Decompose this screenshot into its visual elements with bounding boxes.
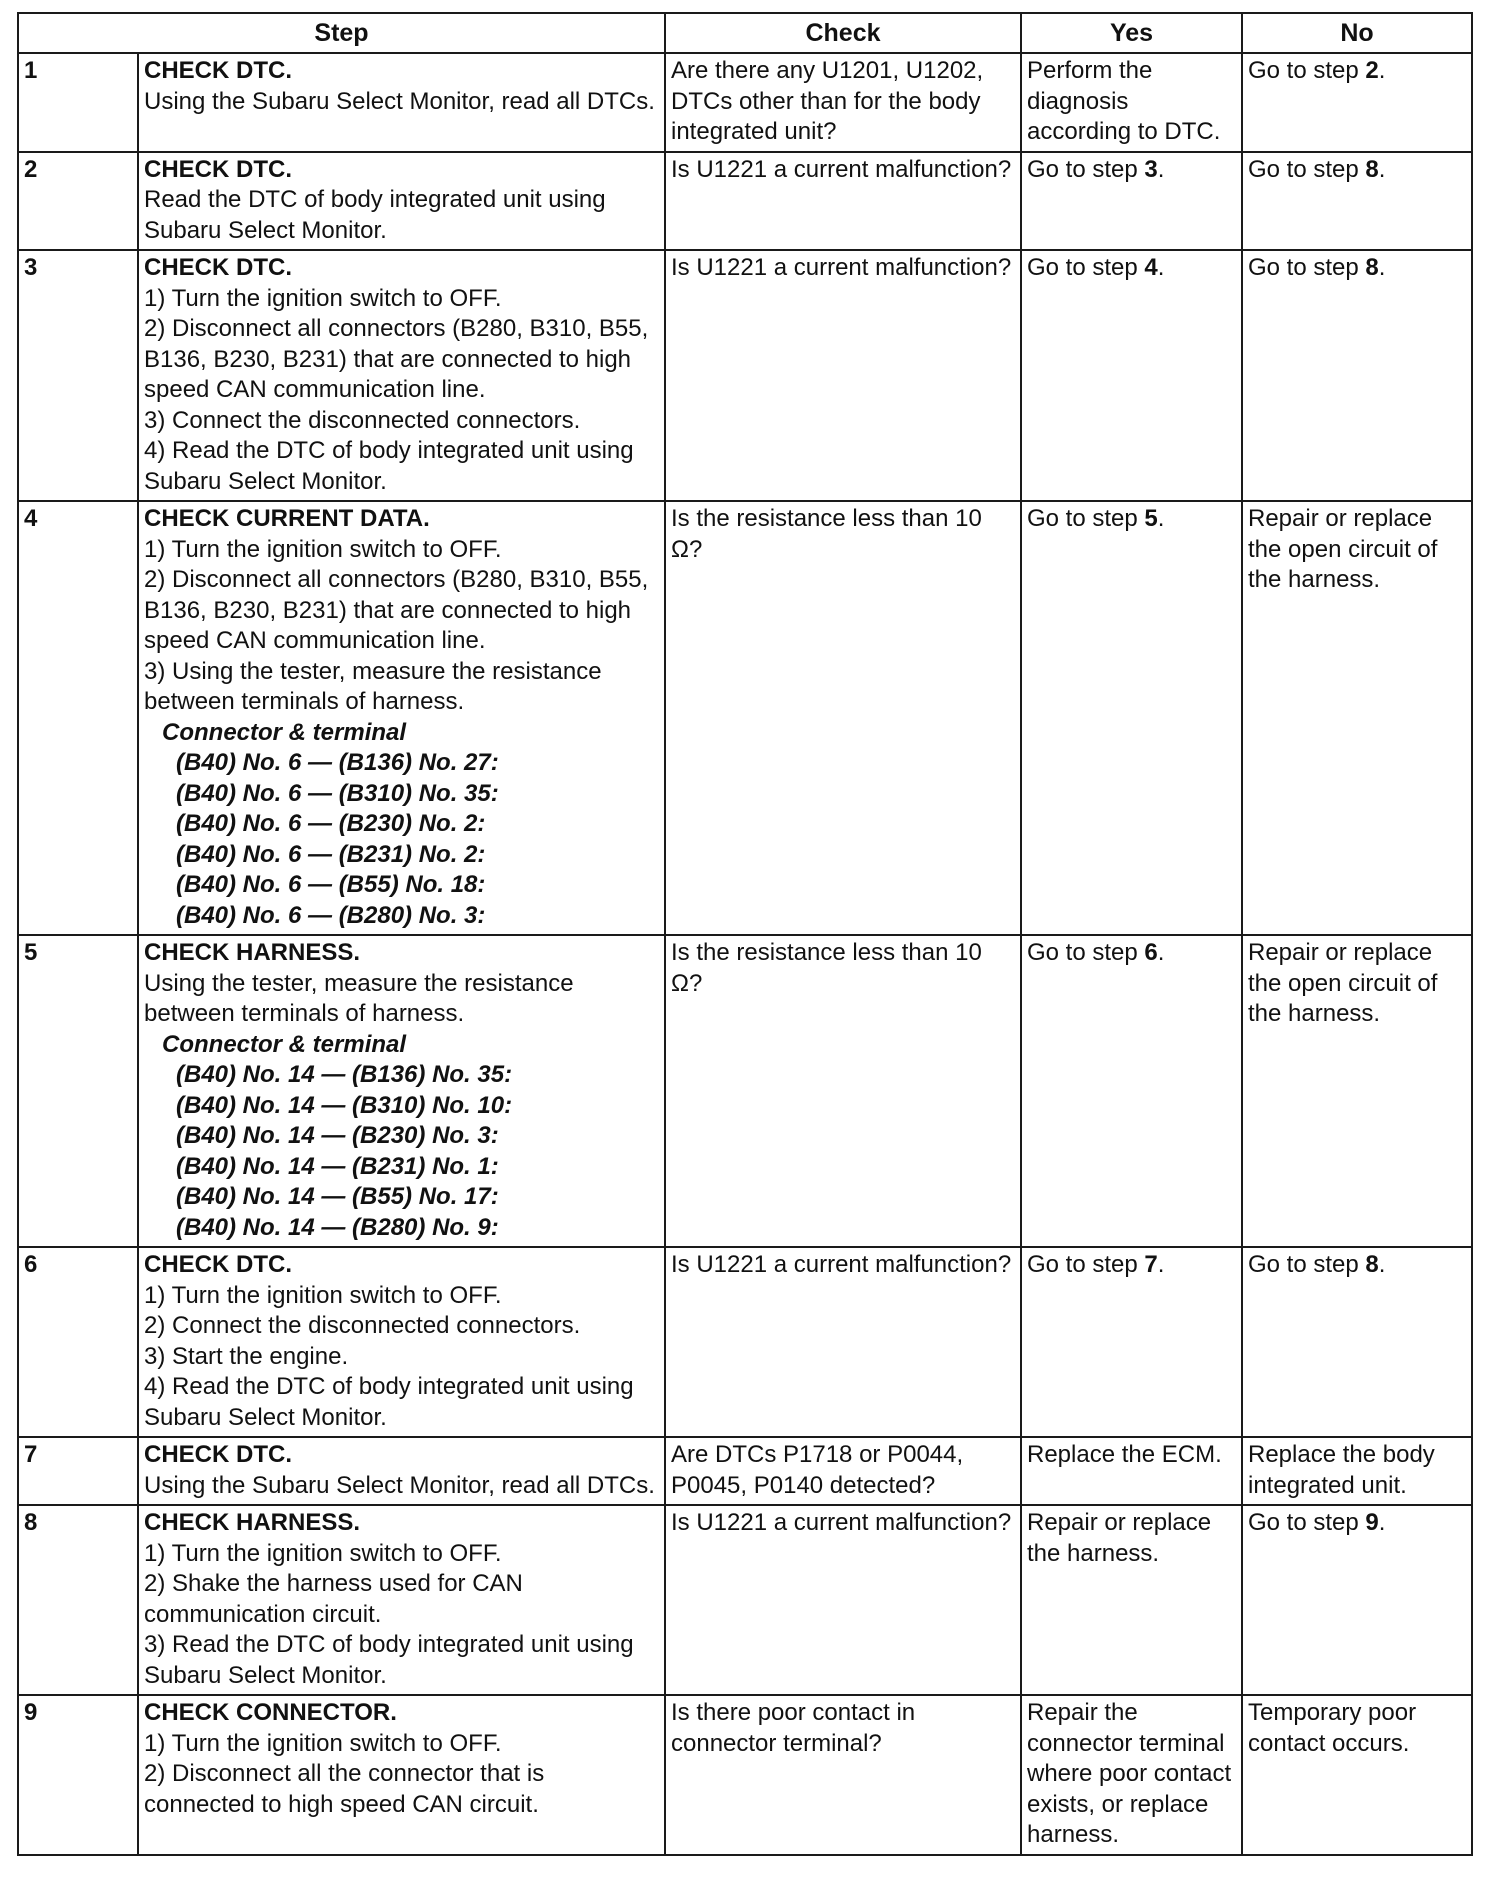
yes-step-suffix: . bbox=[1157, 1251, 1165, 1278]
step-number: 7 bbox=[18, 1437, 138, 1505]
no-result bbox=[1242, 1437, 1472, 1505]
step-title: CHECK CONNECTOR. bbox=[144, 1699, 397, 1726]
connector-terminal-item: (B40) No. 14 — (B310) No. 10: bbox=[176, 1091, 513, 1119]
step-number: 2 bbox=[18, 152, 138, 251]
step-description bbox=[138, 935, 665, 1247]
yes-result-text: Repair the connector terminal where poor contact exists, or replace harness. bbox=[1027, 1699, 1232, 1848]
yes-step-reference: 4 bbox=[1144, 254, 1158, 281]
no-result-text: Go to step bbox=[1248, 155, 1366, 183]
step-number: 3 bbox=[18, 250, 138, 501]
header-no: No bbox=[1242, 13, 1472, 53]
table-row bbox=[18, 53, 1472, 152]
step-instruction: 1) Turn the ignition switch to OFF. bbox=[144, 535, 502, 563]
yes-step-suffix: . bbox=[1157, 939, 1165, 966]
no-result bbox=[1242, 1247, 1472, 1437]
no-result bbox=[1242, 1695, 1472, 1855]
step-title: CHECK DTC. bbox=[144, 1251, 292, 1278]
no-result bbox=[1242, 1505, 1472, 1695]
no-result bbox=[1242, 152, 1472, 251]
yes-result bbox=[1021, 53, 1242, 152]
no-result bbox=[1242, 250, 1472, 501]
step-instruction: 2) Disconnect all the connector that is connected to high speed CAN circuit. bbox=[144, 1760, 545, 1818]
step-title: CHECK DTC. bbox=[144, 1441, 292, 1468]
step-instruction: Read the DTC of body integrated unit using Subaru Select Monitor. bbox=[144, 186, 606, 244]
yes-result bbox=[1021, 1695, 1242, 1855]
check-question: Is U1221 a current malfunction? bbox=[665, 152, 1021, 251]
step-instruction: 2) Disconnect all connectors (B280, B310, B55, B136, B230, B231) that are connected to high speed CAN communication line. bbox=[144, 315, 649, 403]
table-row bbox=[18, 1437, 1472, 1505]
step-instruction: 2) Connect the disconnected connectors. bbox=[144, 1312, 581, 1339]
yes-step-reference: 7 bbox=[1144, 1251, 1158, 1278]
step-instruction: 1) Turn the ignition switch to OFF. bbox=[144, 1281, 502, 1309]
step-instruction: 2) Shake the harness used for CAN communication circuit. bbox=[144, 1570, 523, 1628]
connector-terminal-item: (B40) No. 14 — (B136) No. 35: bbox=[176, 1061, 513, 1088]
no-step-suffix: . bbox=[1378, 1251, 1386, 1278]
connector-terminal-item: (B40) No. 6 — (B310) No. 35: bbox=[176, 779, 499, 807]
yes-result bbox=[1021, 152, 1242, 251]
step-instruction: 4) Read the DTC of body integrated unit using Subaru Select Monitor. bbox=[144, 437, 634, 495]
no-result bbox=[1242, 935, 1472, 1247]
step-description bbox=[138, 501, 665, 935]
yes-step-reference: 5 bbox=[1144, 505, 1158, 532]
step-instruction: 2) Disconnect all connectors (B280, B310, B55, B136, B230, B231) that are connected to high speed CAN communication line. bbox=[144, 566, 649, 654]
yes-result-text: Go to step bbox=[1027, 254, 1145, 281]
step-instruction: 1) Turn the ignition switch to OFF. bbox=[144, 284, 502, 312]
step-number: 6 bbox=[18, 1247, 138, 1437]
connector-terminal-item: (B40) No. 6 — (B231) No. 2: bbox=[176, 840, 486, 868]
no-result-text: Temporary poor contact occurs. bbox=[1248, 1699, 1417, 1757]
step-title: CHECK CURRENT DATA. bbox=[144, 505, 430, 532]
step-description bbox=[138, 1247, 665, 1437]
no-result bbox=[1242, 501, 1472, 935]
step-instruction: Using the tester, measure the resistance between terminals of harness. bbox=[144, 969, 574, 1027]
no-step-reference: 9 bbox=[1365, 1509, 1379, 1536]
yes-step-reference: 6 bbox=[1144, 939, 1158, 966]
table-row bbox=[18, 501, 1472, 935]
yes-result-text: Go to step bbox=[1027, 939, 1145, 966]
no-result-text: Go to step bbox=[1248, 57, 1366, 84]
step-number: 4 bbox=[18, 501, 138, 935]
check-question: Is the resistance less than 10 Ω? bbox=[665, 935, 1021, 1247]
step-description bbox=[138, 250, 665, 501]
yes-result-text: Replace the ECM. bbox=[1027, 1441, 1222, 1468]
check-question: Are DTCs P1718 or P0044, P0045, P0140 detected? bbox=[665, 1437, 1021, 1505]
no-step-reference: 8 bbox=[1365, 155, 1379, 183]
step-title: CHECK DTC. bbox=[144, 57, 292, 84]
no-result-text: Repair or replace the open circuit of the harness. bbox=[1248, 505, 1438, 593]
connector-terminal-item: (B40) No. 14 — (B280) No. 9: bbox=[176, 1213, 499, 1241]
step-instruction: 4) Read the DTC of body integrated unit using Subaru Select Monitor. bbox=[144, 1373, 634, 1431]
yes-step-reference: 3 bbox=[1144, 155, 1158, 183]
header-step: Step bbox=[18, 13, 665, 53]
step-description bbox=[138, 1695, 665, 1855]
yes-step-suffix: . bbox=[1157, 254, 1165, 281]
step-instruction: 3) Connect the disconnected connectors. bbox=[144, 406, 581, 434]
yes-result bbox=[1021, 501, 1242, 935]
step-instruction: 3) Using the tester, measure the resistance between terminals of harness. bbox=[144, 657, 602, 715]
connector-terminal-heading: Connector & terminal bbox=[162, 718, 407, 746]
connector-terminal-heading: Connector & terminal bbox=[162, 1030, 407, 1058]
yes-step-suffix: . bbox=[1157, 155, 1165, 183]
step-description bbox=[138, 53, 665, 152]
yes-result-text: Perform the diagnosis according to DTC. bbox=[1027, 57, 1221, 145]
diagnosis-table bbox=[17, 12, 1473, 1856]
yes-step-suffix: . bbox=[1157, 505, 1165, 532]
step-number: 5 bbox=[18, 935, 138, 1247]
yes-result-text: Go to step bbox=[1027, 505, 1145, 532]
yes-result bbox=[1021, 1437, 1242, 1505]
table-row bbox=[18, 1247, 1472, 1437]
check-question: Is there poor contact in connector terminal? bbox=[665, 1695, 1021, 1855]
no-result-text: Replace the body integrated unit. bbox=[1248, 1441, 1435, 1499]
no-result-text: Go to step bbox=[1248, 1251, 1366, 1278]
table-row bbox=[18, 935, 1472, 1247]
step-title: CHECK HARNESS. bbox=[144, 939, 361, 966]
no-step-reference: 8 bbox=[1365, 254, 1379, 281]
step-number: 9 bbox=[18, 1695, 138, 1855]
step-title: CHECK DTC. bbox=[144, 254, 292, 281]
step-description bbox=[138, 1505, 665, 1695]
yes-result-text: Go to step bbox=[1027, 155, 1145, 183]
yes-result-text: Go to step bbox=[1027, 1251, 1145, 1278]
no-step-suffix: . bbox=[1378, 155, 1386, 183]
step-title: CHECK HARNESS. bbox=[144, 1509, 361, 1536]
connector-terminal-item: (B40) No. 6 — (B230) No. 2: bbox=[176, 810, 486, 837]
table-row bbox=[18, 1505, 1472, 1695]
no-result-text: Repair or replace the open circuit of the harness. bbox=[1248, 939, 1438, 1027]
step-number: 1 bbox=[18, 53, 138, 152]
connector-terminal-item: (B40) No. 14 — (B55) No. 17: bbox=[176, 1183, 499, 1210]
step-instruction: 1) Turn the ignition switch to OFF. bbox=[144, 1729, 502, 1757]
header-row bbox=[18, 13, 1472, 53]
check-question: Is U1221 a current malfunction? bbox=[665, 1247, 1021, 1437]
yes-result bbox=[1021, 250, 1242, 501]
yes-result-text: Repair or replace the harness. bbox=[1027, 1509, 1212, 1567]
header-yes: Yes bbox=[1021, 13, 1242, 53]
yes-result bbox=[1021, 935, 1242, 1247]
table-row bbox=[18, 1695, 1472, 1855]
check-question: Is U1221 a current malfunction? bbox=[665, 1505, 1021, 1695]
step-description bbox=[138, 152, 665, 251]
step-instruction: 1) Turn the ignition switch to OFF. bbox=[144, 1539, 502, 1567]
yes-result bbox=[1021, 1247, 1242, 1437]
connector-terminal-item: (B40) No. 14 — (B230) No. 3: bbox=[176, 1122, 499, 1149]
no-result-text: Go to step bbox=[1248, 254, 1366, 281]
no-step-suffix: . bbox=[1378, 254, 1386, 281]
step-description bbox=[138, 1437, 665, 1505]
table-row bbox=[18, 250, 1472, 501]
table-row bbox=[18, 152, 1472, 251]
step-instruction: Using the Subaru Select Monitor, read all DTCs. bbox=[144, 87, 655, 115]
connector-terminal-item: (B40) No. 6 — (B280) No. 3: bbox=[176, 901, 486, 929]
step-title: CHECK DTC. bbox=[144, 155, 292, 183]
table-header bbox=[18, 13, 1472, 53]
no-step-suffix: . bbox=[1378, 1509, 1386, 1536]
step-number: 8 bbox=[18, 1505, 138, 1695]
no-result bbox=[1242, 53, 1472, 152]
connector-terminal-item: (B40) No. 6 — (B136) No. 27: bbox=[176, 749, 499, 776]
step-instruction: Using the Subaru Select Monitor, read all DTCs. bbox=[144, 1471, 655, 1499]
check-question: Is the resistance less than 10 Ω? bbox=[665, 501, 1021, 935]
step-instruction: 3) Start the engine. bbox=[144, 1342, 349, 1370]
no-step-reference: 2 bbox=[1365, 57, 1379, 84]
step-instruction: 3) Read the DTC of body integrated unit using Subaru Select Monitor. bbox=[144, 1631, 634, 1689]
no-step-suffix: . bbox=[1378, 57, 1386, 84]
connector-terminal-item: (B40) No. 6 — (B55) No. 18: bbox=[176, 871, 486, 898]
check-question: Are there any U1201, U1202, DTCs other than for the body integrated unit? bbox=[665, 53, 1021, 152]
no-result-text: Go to step bbox=[1248, 1509, 1366, 1536]
check-question: Is U1221 a current malfunction? bbox=[665, 250, 1021, 501]
header-check: Check bbox=[665, 13, 1021, 53]
connector-terminal-item: (B40) No. 14 — (B231) No. 1: bbox=[176, 1152, 499, 1180]
table-body bbox=[18, 53, 1472, 1855]
yes-result bbox=[1021, 1505, 1242, 1695]
no-step-reference: 8 bbox=[1365, 1251, 1379, 1278]
